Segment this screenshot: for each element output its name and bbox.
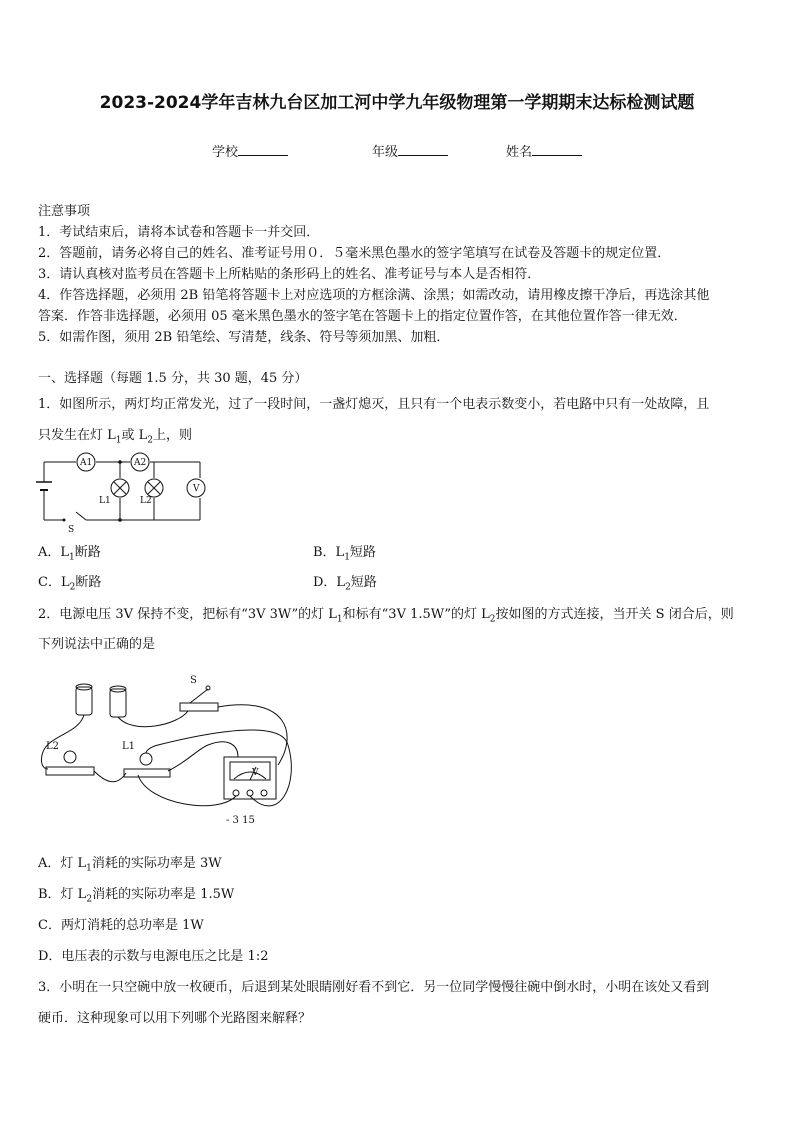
lamp-l1-label: L1	[99, 496, 111, 506]
page-title: 2023-2024学年吉林九台区加工河中学九年级物理第一学期期末达标检测试题	[99, 93, 695, 113]
note-item-2: 2．答题前，请务必将自己的姓名、准考证号用０．５毫米黑色墨水的签字笔填写在试卷及答题卡的规定位置．	[38, 246, 671, 261]
q3-stem-line1: 3．小明在一只空碗中放一枚硬币，后退到某处眼睛刚好看不到它．另一位同学慢慢往碗中倒水时，小明在该处又看到	[38, 980, 710, 995]
lamp-l2-label: L2	[140, 496, 152, 506]
q1-option-d: D．$L_2$短路	[313, 575, 377, 593]
voltmeter-terminals: - 3 15	[226, 815, 255, 826]
voltmeter-label: V	[193, 484, 200, 494]
note-item-4-cont: 答案．作答非选择题，必须用 05 毫米黑色墨水的签字笔在答题卡上的指定位置作答，在其他位置作答一律无效．	[38, 309, 687, 324]
q1-option-c: C．$L_2$断路	[38, 575, 102, 593]
q2-stem-line2: 下列说法中正确的是	[38, 637, 156, 652]
q2-circuit-diagram	[38, 665, 303, 830]
section-heading: 一、选择题（每题 1.5 分，共 30 题，45 分）	[38, 371, 308, 386]
lamp-l1-label: L1	[122, 741, 136, 752]
notes-heading: 注意事项	[38, 204, 91, 219]
q2-stem-line1: 2．电源电压 3V 保持不变，把标有“3V 3W”的灯 $L_1$和标有“3V 1.5W”的灯 $L_2$按如图的方式连接，当开关 S 闭合后，则	[38, 607, 734, 625]
q1-stem-line1: 1．如图所示，两灯均正常发光，过了一段时间，一盏灯熄灭，且只有一个电表示数变小，若电路中只有一处故障，且	[38, 397, 710, 412]
lamp-l2-label: L2	[46, 741, 60, 752]
note-item-5: 5．如需作图，须用 2B 铅笔绘、写清楚，线条、符号等须加黑、加粗．	[38, 330, 450, 345]
q2-option-a: A．灯 $L_1$消耗的实际功率是 3W	[38, 856, 222, 874]
q1-stem-line2: 只发生在灯 $L_1$或 $L_2$上，则	[38, 428, 193, 446]
q1-option-a: A．$L_1$断路	[38, 545, 101, 563]
name-field: 姓名	[506, 141, 582, 160]
grade-field: 年级	[372, 141, 448, 160]
note-item-3: 3．请认真核对监考员在答题卡上所粘贴的条形码上的姓名、准考证号与本人是否相符．	[38, 267, 541, 282]
q3-stem-line2: 硬币．这种现象可以用下列哪个光路图来解释？	[38, 1011, 312, 1026]
school-field: 学校	[212, 141, 288, 160]
ammeter-a2-label: A2	[134, 458, 147, 468]
voltmeter-label: V	[252, 768, 259, 778]
q1-circuit-diagram	[36, 450, 211, 535]
q2-option-b: B．灯 $L_2$消耗的实际功率是 1.5W	[38, 887, 235, 905]
note-item-4: 4．作答选择题，必须用 2B 铅笔将答题卡上对应选项的方框涂满、涂黑；如需改动，请用橡皮擦干净后，再选涂其他	[38, 288, 710, 303]
q2-option-d: D．电压表的示数与电源电压之比是 1:2	[38, 949, 269, 964]
note-item-1: 1．考试结束后，请将本试卷和答题卡一并交回．	[38, 225, 320, 240]
ammeter-a1-label: A1	[80, 458, 93, 468]
q1-option-b: B．$L_1$短路	[313, 545, 376, 563]
switch-label: S	[190, 675, 197, 686]
switch-label: S	[68, 525, 75, 535]
q2-option-c: C．两灯消耗的总功率是 1W	[38, 918, 204, 933]
